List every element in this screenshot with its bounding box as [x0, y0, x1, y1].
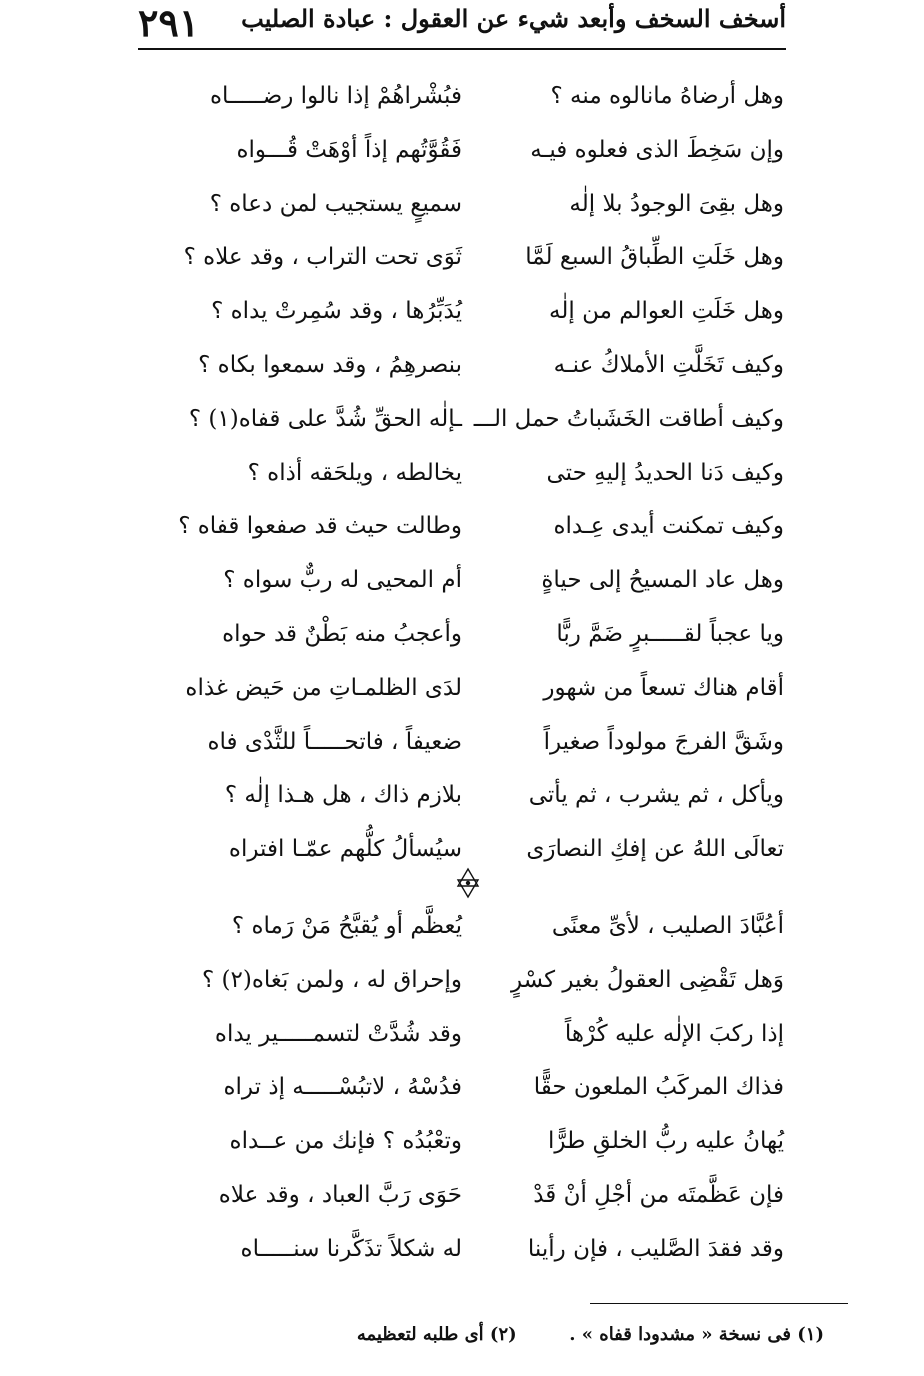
verse-second-half: فَقُوَّتُهم إذاً أوْهَتْ قُـــواه: [236, 136, 462, 163]
verse-first-half: فإن عَظَّمتَه من أجْلِ أنْ قَدْ: [533, 1181, 784, 1208]
verse-second-half: فدُسْهُ ، لاتبُسْـــــه إذ تراه: [223, 1074, 462, 1101]
verse: [172, 181, 784, 235]
footnote-2: (٢) أى طلبه لتعظيمه: [356, 1324, 517, 1345]
verse-second-half: وطالت حيث قد صفعوا قفاه ؟: [178, 513, 462, 540]
verse: [172, 450, 784, 504]
verse-first-half: أقام هناك تسعاً من شهور: [543, 674, 784, 701]
verse-second-half: ـإلٰه الحقِّ شُدَّ على قفاه(١) ؟: [188, 405, 462, 432]
verse-second-half: وقد شُدَّتْ لتسمـــــير يداه: [214, 1020, 462, 1047]
running-title: أسخف السخف وأبعد شيء عن العقول : عبادة الصليب: [241, 4, 786, 33]
verse-second-half: فبُشْراهُمْ إذا نالوا رضـــــاه: [209, 83, 462, 109]
verse-first-half: وهل خَلَتِ العوالم من إلٰه: [549, 298, 784, 325]
stanza-one: [172, 73, 784, 880]
stanza-two: [172, 903, 784, 1280]
verse: [172, 1011, 784, 1065]
verse-second-half: ثَوَى تحت التراب ، وقد علاه ؟: [183, 244, 462, 271]
verse-first-half: وهل بقِىَ الوجودُ بلا إلٰه: [569, 190, 784, 217]
verse-first-half: وقد فقدَ الصَّليب ، فإن رأينا: [527, 1235, 784, 1262]
verse-second-half: أم المحيى له ربٌّ سواه ؟: [223, 567, 462, 594]
verse: [172, 73, 784, 127]
verse: [172, 234, 784, 288]
verse-first-half: وكيف تَخَلَّتِ الأملاكُ عنـه: [553, 351, 784, 378]
verse: [172, 288, 784, 342]
verse-second-half: يُعظَّم أو يُقبَّحُ مَنْ رَماه ؟: [231, 913, 462, 939]
verse-first-half: وإن سَخِطَ الذى فعلوه فيـه: [530, 136, 784, 163]
verse: [172, 503, 784, 557]
verse: [172, 557, 784, 611]
verse-first-half: وهل أرضاهُ مانالوه منه ؟: [550, 83, 784, 109]
verse-first-half: ويا عجباً لقـــــبرٍ ضَمَّ ربًّا: [556, 620, 784, 647]
verse: [172, 719, 784, 773]
verse: [172, 1064, 784, 1118]
page-number: ٢٩١: [138, 0, 200, 45]
verse-second-half: يُدَبِّرُها ، وقد سُمِرتْ يداه ؟: [211, 298, 462, 325]
verse-first-half: يُهانُ عليه ربُّ الخلقِ طرًّا: [548, 1128, 784, 1155]
verse-first-half: فذاك المركَبُ الملعون حقًّا: [533, 1074, 784, 1101]
verse-second-half: ضعيفاً ، فاتحـــــاً للثَّدْى فاه: [207, 728, 462, 755]
verse-second-half: سميعٍ يستجيب لمن دعاه ؟: [209, 190, 462, 217]
verse-second-half: وأعجبُ منه بَطْنٌ قد حواه: [222, 620, 462, 647]
verse-second-half: سيُسألُ كلُّهم عمّـا افتراه: [228, 836, 462, 863]
verse-second-half: لدَى الظلمـاتِ من حَيض غذاه: [185, 674, 462, 701]
verse: [172, 342, 784, 396]
verse-second-half: حَوَى رَبَّ العباد ، وقد علاه: [218, 1181, 462, 1208]
verse: [172, 772, 784, 826]
verse-first-half: ويأكل ، ثم يشرب ، ثم يأتى: [528, 782, 784, 809]
verse-second-half: بلازم ذاك ، هل هـذا إلٰه ؟: [224, 782, 462, 809]
verse-first-half: وكيف أطاقت الخَشَباتُ حمل الـــ: [473, 405, 784, 432]
verse-first-half: وشَقَّ الفرجَ مولوداً صغيراً: [543, 728, 784, 755]
verse-first-half: إذا ركبَ الإلٰه عليه كُرْهاً: [564, 1020, 784, 1047]
verse: [172, 127, 784, 181]
footnote-1: (١) فى نسخة « مشدودا قفاه » .: [569, 1324, 824, 1345]
verse-second-half: وتعْبُدُه ؟ فإنك من عــداه: [229, 1128, 462, 1155]
verse-second-half: بنصرهِمُ ، وقد سمعوا بكاه ؟: [198, 351, 462, 378]
verse: [172, 665, 784, 719]
verse-first-half: وكيف تمكنت أيدى عِـداه: [553, 513, 784, 540]
verse: [172, 1172, 784, 1226]
footnote-rule: [590, 1303, 848, 1304]
section-divider-ornament-icon: [448, 866, 488, 902]
verse-first-half: أعُبَّادَ الصليب ، لأىِّ معنًى: [551, 913, 784, 939]
verse-second-half: يخالطه ، ويلحَقه أذاه ؟: [247, 459, 462, 486]
verse-first-half: وكيف دَنا الحديدُ إليهِ حتى: [546, 459, 784, 486]
verse-first-half: تعالَى اللهُ عن إفكِ النصارَى: [526, 836, 784, 863]
verse-second-half: وإحراق له ، ولمن بَغاه(٢) ؟: [202, 966, 462, 993]
verse: [172, 957, 784, 1011]
verse: [172, 396, 784, 450]
footnotes: [357, 1324, 824, 1345]
verse-first-half: وَهل تَقْضِى العقولُ بغير كسْرٍ: [510, 966, 784, 993]
verse-first-half: وهل خَلَتِ الطِّباقُ السبع لَمَّا: [525, 244, 784, 271]
page-header: [138, 0, 786, 50]
verse: [172, 903, 784, 957]
verse: [172, 1118, 784, 1172]
verse: [172, 1226, 784, 1280]
verse-first-half: وهل عاد المسيحُ إلى حياةٍ: [541, 567, 784, 594]
verse: [172, 611, 784, 665]
verse-second-half: له شكلاً تذَكَّرنا سنـــــاه: [240, 1235, 462, 1262]
